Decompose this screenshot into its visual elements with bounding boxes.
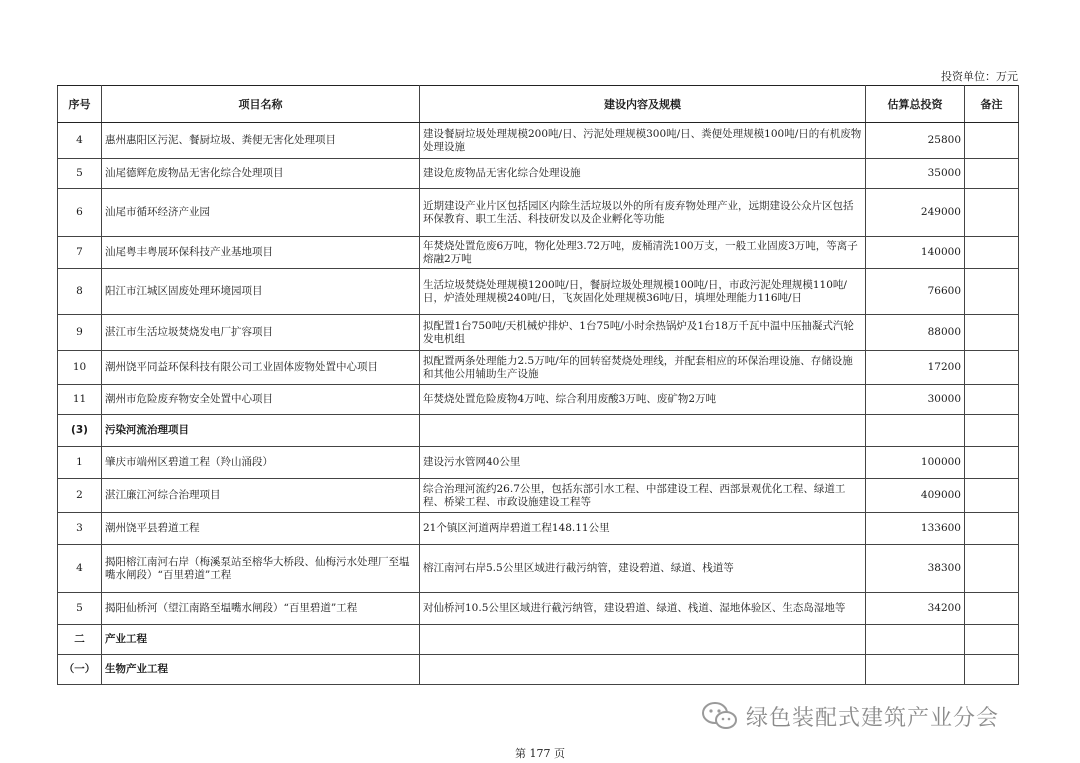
- row-investment: [866, 655, 965, 685]
- row-investment: 249000: [866, 189, 965, 237]
- table-row: [58, 159, 1019, 189]
- row-remark: [965, 123, 1019, 159]
- section-row: [58, 655, 1019, 685]
- header-remark: 备注: [965, 86, 1019, 123]
- investment-unit-label: 投资单位：万元: [941, 70, 1018, 83]
- section-title: 生物产业工程: [102, 655, 420, 685]
- row-name: 潮州饶平县碧道工程: [102, 513, 420, 545]
- row-content: 近期建设产业片区包括园区内除生活垃圾以外的所有废弃物处理产业，远期建设公众片区包括环保教育、职工生活、科技研发以及企业孵化等功能: [420, 189, 866, 237]
- row-content: 建设危废物品无害化综合处理设施: [420, 159, 866, 189]
- row-investment: 25800: [866, 123, 965, 159]
- row-seq: 1: [58, 447, 102, 479]
- section-row: [58, 415, 1019, 447]
- table-row: [58, 237, 1019, 269]
- row-seq: 5: [58, 159, 102, 189]
- table-row: [58, 479, 1019, 513]
- row-name: 揭阳榕江南河右岸（梅溪泵站至榕华大桥段、仙梅污水处理厂至塭嘴水闸段）“百里碧道”工程: [102, 545, 420, 593]
- row-content: 拟配置两条处理能力2.5万吨/年的回转窑焚烧处理线，并配套相应的环保治理设施、存储设施和其他公用辅助生产设施: [420, 351, 866, 385]
- row-name: 汕尾粤丰粤展环保科技产业基地项目: [102, 237, 420, 269]
- row-name: 揭阳仙桥河（望江南路至塭嘴水闸段）“百里碧道”工程: [102, 593, 420, 625]
- row-content: [420, 655, 866, 685]
- table-row: [58, 513, 1019, 545]
- row-content: 对仙桥河10.5公里区域进行截污纳管，建设碧道、绿道、栈道、湿地体验区、生态岛湿地等: [420, 593, 866, 625]
- table-row: [58, 269, 1019, 315]
- row-investment: 17200: [866, 351, 965, 385]
- row-name: 湛江廉江河综合治理项目: [102, 479, 420, 513]
- table-header-row: [58, 86, 1019, 123]
- row-investment: [866, 415, 965, 447]
- section-seq: (3): [58, 415, 102, 447]
- row-remark: [965, 655, 1019, 685]
- row-name: 潮州市危险废弃物安全处置中心项目: [102, 385, 420, 415]
- row-investment: 38300: [866, 545, 965, 593]
- row-content: 21个镇区河道两岸碧道工程148.11公里: [420, 513, 866, 545]
- row-content: 年焚烧处置危险废物4万吨、综合利用废酸3万吨、废矿物2万吨: [420, 385, 866, 415]
- row-investment: 100000: [866, 447, 965, 479]
- table-row: [58, 189, 1019, 237]
- section-title: 污染河流治理项目: [102, 415, 420, 447]
- row-name: 肇庆市端州区碧道工程（羚山涌段）: [102, 447, 420, 479]
- row-remark: [965, 415, 1019, 447]
- row-content: 建设污水管网40公里: [420, 447, 866, 479]
- header-seq: 序号: [58, 86, 102, 123]
- row-content: 生活垃圾焚烧处理规模1200吨/日，餐厨垃圾处理规模100吨/日，市政污泥处理规模110吨/日，炉渣处理规模240吨/日，飞灰固化处理规模36吨/日，填埋处理能力116吨/日: [420, 269, 866, 315]
- row-remark: [965, 351, 1019, 385]
- table-row: [58, 447, 1019, 479]
- row-name: 汕尾德辉危废物品无害化综合处理项目: [102, 159, 420, 189]
- section-seq: 二: [58, 625, 102, 655]
- row-content: [420, 625, 866, 655]
- table-row: [58, 545, 1019, 593]
- header-name: 项目名称: [102, 86, 420, 123]
- row-content: 拟配置1台750吨/天机械炉排炉、1台75吨/小时余热锅炉及1台18万千瓦中温中压抽凝式汽轮发电机组: [420, 315, 866, 351]
- row-remark: [965, 593, 1019, 625]
- row-name: 汕尾市循环经济产业园: [102, 189, 420, 237]
- header-content: 建设内容及规模: [420, 86, 866, 123]
- header-investment: 估算总投资: [866, 86, 965, 123]
- row-investment: 88000: [866, 315, 965, 351]
- row-investment: 140000: [866, 237, 965, 269]
- row-seq: 4: [58, 123, 102, 159]
- row-seq: 7: [58, 237, 102, 269]
- row-content: 榕江南河右岸5.5公里区域进行截污纳管，建设碧道、绿道、栈道等: [420, 545, 866, 593]
- row-seq: 8: [58, 269, 102, 315]
- row-name: 惠州惠阳区污泥、餐厨垃圾、粪便无害化处理项目: [102, 123, 420, 159]
- row-investment: 34200: [866, 593, 965, 625]
- section-row: [58, 625, 1019, 655]
- row-remark: [965, 159, 1019, 189]
- row-remark: [965, 237, 1019, 269]
- row-content: 综合治理河流约26.7公里，包括东部引水工程、中部建设工程、西部景观优化工程、绿道工程、桥梁工程、市政设施建设工程等: [420, 479, 866, 513]
- row-remark: [965, 625, 1019, 655]
- row-seq: 5: [58, 593, 102, 625]
- watermark-text: 绿色装配式建筑产业分会: [746, 705, 1000, 731]
- row-content: [420, 415, 866, 447]
- row-content: 年焚烧处置危废6万吨，物化处理3.72万吨，废桶清洗100万支，一般工业固废3万吨，等离子熔融2万吨: [420, 237, 866, 269]
- investment-table: [57, 85, 1019, 685]
- row-remark: [965, 513, 1019, 545]
- watermark: [700, 700, 1050, 732]
- table-row: [58, 351, 1019, 385]
- page-number: 第 177 页: [515, 747, 565, 760]
- row-remark: [965, 315, 1019, 351]
- row-seq: 6: [58, 189, 102, 237]
- row-remark: [965, 479, 1019, 513]
- row-remark: [965, 189, 1019, 237]
- row-remark: [965, 385, 1019, 415]
- row-investment: 133600: [866, 513, 965, 545]
- table-row: [58, 315, 1019, 351]
- row-content: 建设餐厨垃圾处理规模200吨/日、污泥处理规模300吨/日、粪便处理规模100吨/日的有机废物处理设施: [420, 123, 866, 159]
- row-seq: 10: [58, 351, 102, 385]
- row-investment: 30000: [866, 385, 965, 415]
- row-investment: 409000: [866, 479, 965, 513]
- row-remark: [965, 269, 1019, 315]
- section-title: 产业工程: [102, 625, 420, 655]
- wechat-icon: [700, 700, 740, 732]
- row-seq: 2: [58, 479, 102, 513]
- row-seq: 11: [58, 385, 102, 415]
- row-remark: [965, 545, 1019, 593]
- table-row: [58, 593, 1019, 625]
- row-remark: [965, 447, 1019, 479]
- row-seq: 3: [58, 513, 102, 545]
- row-investment: [866, 625, 965, 655]
- row-name: 潮州饶平同益环保科技有限公司工业固体废物处置中心项目: [102, 351, 420, 385]
- section-seq: （一）: [58, 655, 102, 685]
- row-seq: 4: [58, 545, 102, 593]
- row-name: 阳江市江城区固废处理环境园项目: [102, 269, 420, 315]
- row-name: 湛江市生活垃圾焚烧发电厂扩容项目: [102, 315, 420, 351]
- row-investment: 76600: [866, 269, 965, 315]
- table-row: [58, 385, 1019, 415]
- row-investment: 35000: [866, 159, 965, 189]
- row-seq: 9: [58, 315, 102, 351]
- table-row: [58, 123, 1019, 159]
